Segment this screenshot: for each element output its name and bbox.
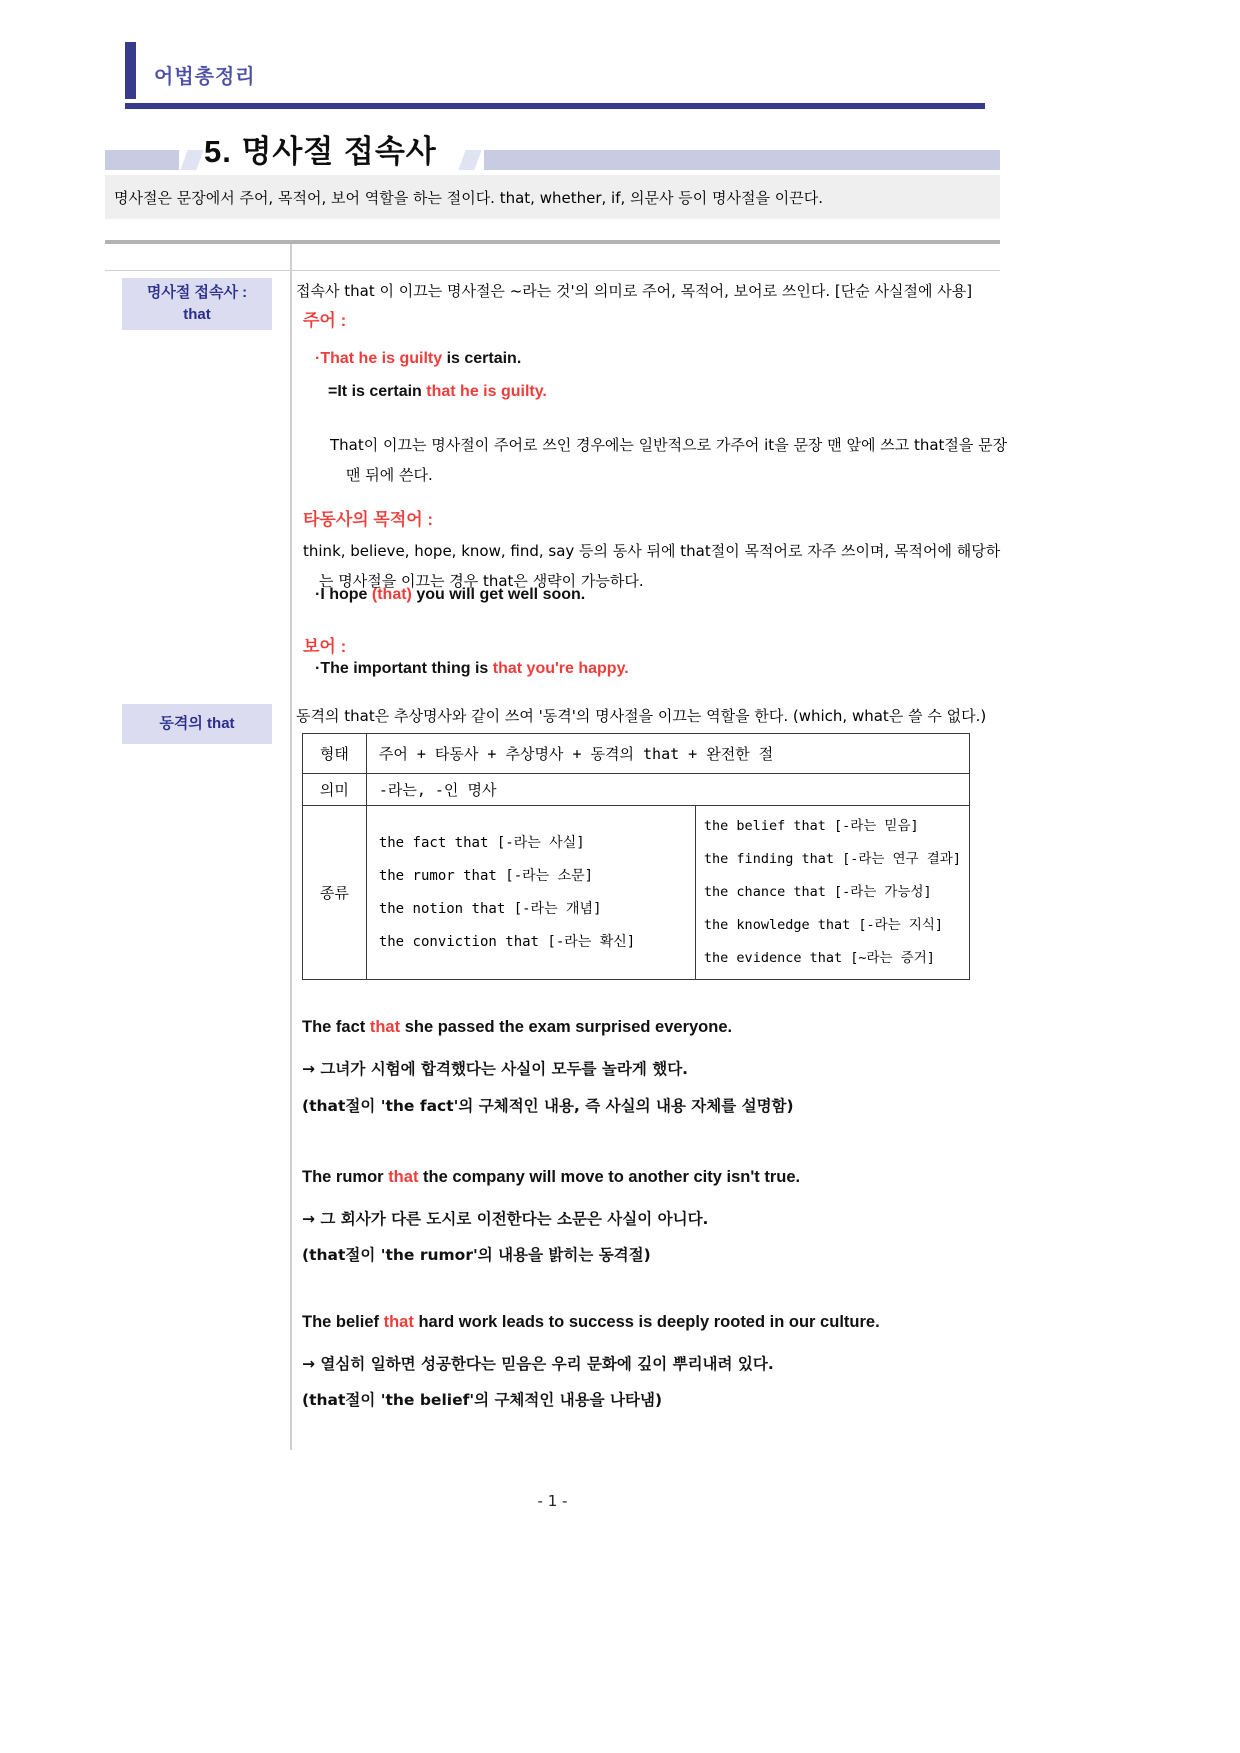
title-decoration-left: [105, 150, 179, 170]
appositive-example-en: [302, 1018, 732, 1037]
sentence-rest: is certain.: [442, 350, 522, 367]
appositive-example-ko: → 그 회사가 다른 도시로 이전한다는 소문은 사실이 아니다.: [302, 1210, 709, 1228]
appositive-example-ko: → 열심히 일하면 성공한다는 믿음은 우리 문화에 깊이 뿌리내려 있다.: [302, 1355, 774, 1373]
kind-item: the evidence that [~라는 증거]: [703, 950, 935, 966]
kind-item: the notion that [-라는 개념]: [378, 900, 602, 917]
appositive-example-note: (that절이 'the rumor'의 내용을 밝히는 동격절): [302, 1246, 651, 1264]
table-row: [303, 774, 970, 806]
column-divider: [290, 244, 292, 1450]
title-accent-icon: [458, 150, 481, 170]
content-top-line: [105, 270, 1000, 271]
appositive-that-table: [302, 733, 970, 980]
section-label-line1: 동격의 that: [159, 715, 235, 733]
sentence-rest: you will get well soon.: [411, 586, 586, 603]
sentence-start: ·I hope: [315, 586, 372, 603]
kind-item: the fact that [-라는 사실]: [378, 834, 585, 851]
section2-description: 동격의 that은 추상명사와 같이 쓰여 '동격'의 명사절을 이끄는 역할을 한다. (which, what은 쓸 수 없다.): [296, 707, 987, 725]
row-header-meaning: 의미: [303, 774, 367, 806]
section-label-line1: 명사절 접속사 :: [146, 284, 248, 302]
row-header-form: 형태: [303, 734, 367, 774]
appositive-example-note: (that절이 'the belief'의 구체적인 내용을 나타냄): [302, 1391, 663, 1409]
kind-item: the knowledge that [-라는 지식]: [703, 917, 944, 933]
kind-item: the chance that [-라는 가능성]: [703, 884, 932, 900]
sentence-start: The rumor: [302, 1168, 389, 1186]
title-accent-icon: [180, 150, 203, 170]
page-title: 5. 명사절 접속사: [204, 134, 437, 169]
sentence-start: =It is certain: [328, 383, 427, 400]
brand-title: 어법총정리: [154, 66, 256, 88]
object-heading: 타동사의 목적어 :: [303, 510, 434, 529]
brand-accent-bar: [125, 42, 136, 99]
form-pattern: 주어 + 타동사 + 추상명사 + 동격의 that + 완전한 절: [366, 734, 969, 774]
sentence-rest: hard work leads to success is deeply rooted in our culture.: [413, 1313, 880, 1331]
section1-description: 접속사 that 이 이끄는 명사절은 ~라는 것'의 의미로 주어, 목적어, 보어로 쓰인다. [단순 사실절에 사용]: [296, 282, 973, 300]
that-red: that: [369, 1018, 401, 1036]
sentence-rest: the company will move to another city isn't true.: [418, 1168, 801, 1186]
appositive-example-ko: → 그녀가 시험에 합격했다는 사실이 모두를 놀라게 했다.: [302, 1060, 689, 1078]
sentence-rest: she passed the exam surprised everyone.: [400, 1018, 733, 1036]
intro-text: 명사절은 문장에서 주어, 목적어, 보어 역할을 하는 절이다. that, whether, if, 의문사 등이 명사절을 이끈다.: [114, 188, 823, 207]
example-sentence: [328, 383, 547, 401]
appositive-example-en: [302, 1313, 880, 1332]
kinds-list-left: [366, 806, 695, 980]
title-decoration-right: [484, 150, 1000, 170]
object-description: think, believe, hope, know, find, say 등의 동사 뒤에 that절이 목적어로 자주 쓰이며, 목적어에 해당하는 명사절을 이끄는 경우 that은 생략이 가능하다.: [303, 542, 1001, 590]
appositive-example-en: [302, 1168, 800, 1187]
table-row: [303, 806, 970, 980]
that-red: (that): [371, 586, 412, 603]
content-top-bar: [105, 240, 1000, 244]
kind-item: the finding that [-라는 연구 결과]: [703, 851, 961, 867]
that-clause-red: that he is guilty.: [426, 383, 547, 400]
sentence-start: The fact: [302, 1018, 370, 1036]
kind-item: the belief that [-라는 믿음]: [703, 818, 919, 834]
row-header-kinds: 종류: [303, 806, 367, 980]
sentence-start: ·The important thing is: [315, 660, 493, 677]
example-sentence: [315, 350, 521, 368]
intro-box: [105, 175, 1000, 219]
example-sentence: [315, 660, 629, 678]
page-number: - 1 -: [537, 1492, 568, 1510]
table-row: [303, 734, 970, 774]
sentence-start: The belief: [302, 1313, 384, 1331]
section-label-line2: that: [183, 306, 211, 323]
kind-item: the conviction that [-라는 확신]: [378, 933, 636, 950]
meaning-text: -라는, -인 명사: [366, 774, 969, 806]
complement-heading: 보어 :: [303, 637, 347, 656]
kinds-list-right: [695, 806, 969, 980]
section-label-appositive-that: [122, 704, 272, 744]
that-clause-red: ·That he is guilty: [315, 350, 443, 367]
section-label-that: [122, 278, 272, 330]
that-clause-red: that you're happy.: [492, 660, 629, 677]
subject-note: That이 이끄는 명사절이 주어로 쓰인 경우에는 일반적으로 가주어 it을 문장 맨 앞에 쓰고 that절을 문장 맨 뒤에 쓴다.: [330, 436, 1008, 484]
appositive-example-note: (that절이 'the fact'의 구체적인 내용, 즉 사실의 내용 자체를 설명함): [302, 1097, 794, 1115]
that-red: that: [383, 1313, 414, 1331]
subject-heading: 주어 :: [303, 311, 347, 330]
that-red: that: [388, 1168, 419, 1186]
kind-item: the rumor that [-라는 소문]: [378, 867, 594, 884]
example-sentence: [315, 586, 585, 604]
header-rule: [125, 103, 985, 109]
